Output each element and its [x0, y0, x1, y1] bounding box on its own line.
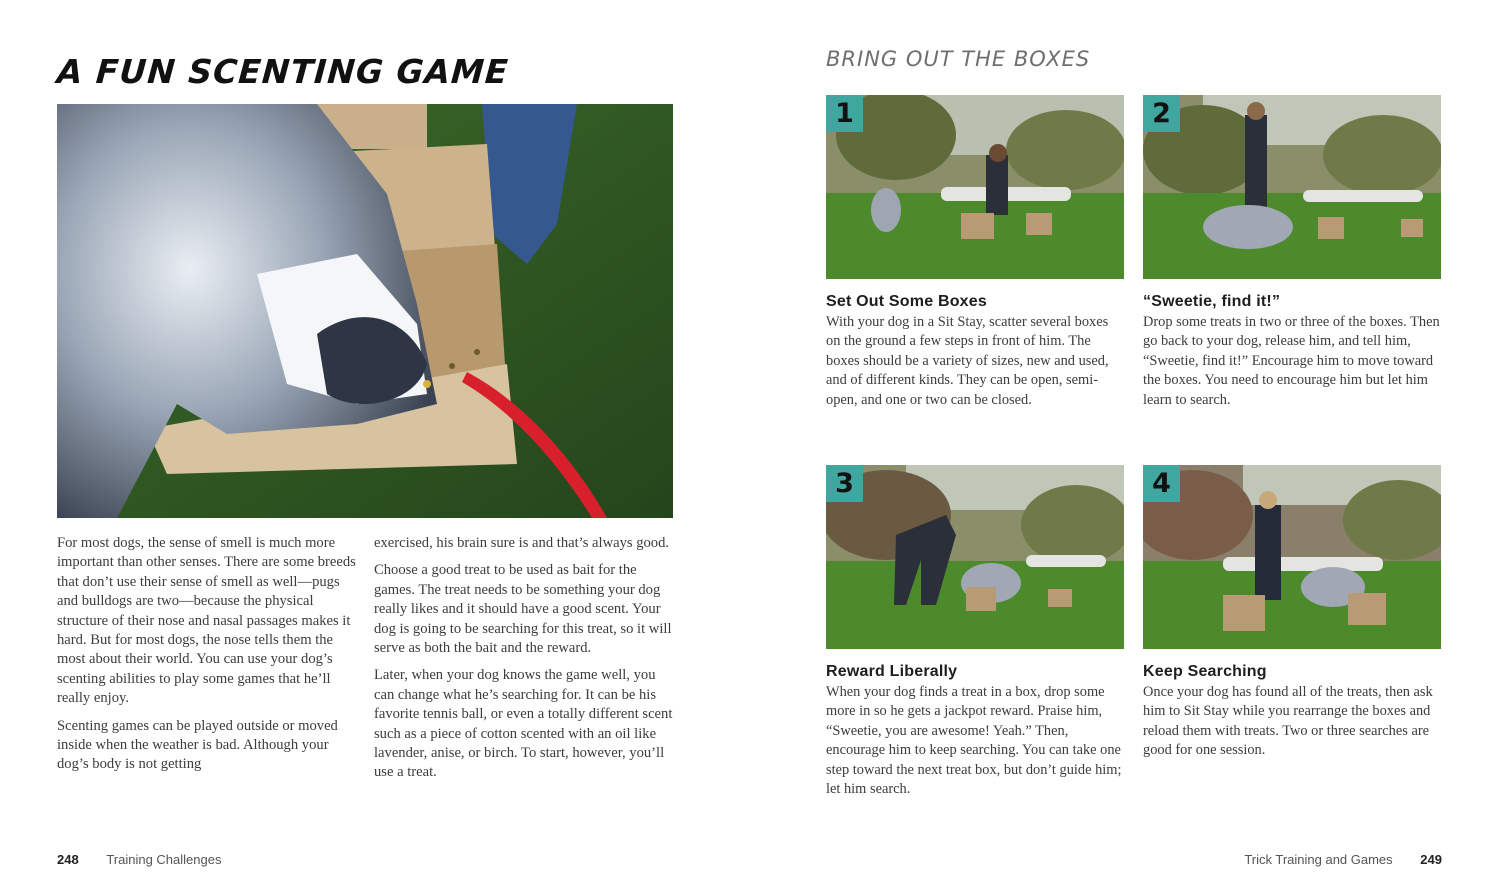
page-number: 249 [1420, 852, 1442, 867]
left-footer [57, 852, 221, 867]
step-2 [1143, 95, 1441, 410]
step-text: When your dog finds a treat in a box, drop some more in so he gets a jackpot reward. Praise him, “Sweetie, you are awesome! Yeah.” Then, encourage him to keep searching. You can take one step toward the next treat box, but don’t guide him; let him search. [826, 684, 1122, 798]
paragraph: Choose a good treat to be used as bait for the games. The treat needs to be something your dog really likes and it should have a good scent. Your dog is going to be searching for this treat, so it will serve as both the bait and the reward. [374, 562, 672, 657]
step-3 [826, 465, 1124, 799]
step-heading: “Sweetie, find it!” [1143, 293, 1281, 310]
photo-woman-rewarding-dog-icon [826, 465, 1124, 649]
photo-dog-searching-boxes-icon [1143, 465, 1441, 649]
photo-dog-sniffing-box-icon [57, 104, 673, 518]
step-heading: Reward Liberally [826, 663, 958, 680]
step-photo [826, 465, 1124, 649]
step-text: Drop some treats in two or three of the boxes. Then go back to your dog, release him, and tell him, “Sweetie, find it!” Encourage him to move toward the boxes. You need to encourage him but let him learn to search. [1143, 314, 1440, 408]
step-number-badge: 2 [1143, 95, 1180, 132]
step-number-badge: 4 [1143, 465, 1180, 502]
paragraph: Scenting games can be played outside or moved inside when the weather is bad. Although your dog’s body is not getting [57, 717, 338, 773]
hero-photo [57, 104, 673, 518]
step-text: Once your dog has found all of the treats, then ask him to Sit Stay while you rearrange the boxes and reload them with treats. Two or three searches are good for one session. [1143, 684, 1433, 759]
step-photo [826, 95, 1124, 279]
paragraph: exercised, his brain sure is and that’s always good. [374, 535, 670, 551]
step-photo [1143, 465, 1441, 649]
step-heading: Keep Searching [1143, 663, 1267, 680]
running-footer-section: Trick Training and Games [1244, 852, 1393, 867]
step-number-badge: 3 [826, 465, 863, 502]
photo-woman-placing-boxes-icon [826, 95, 1124, 279]
paragraph: Later, when your dog knows the game well, you can change what he’s searching for. It can be his favorite tennis ball, or even a totally different scent such as a piece of cotton scented with an oil like lavender, anise, or birch. To start, however, you’ll use a treat. [374, 667, 673, 781]
body-column-2 [374, 534, 676, 791]
step-number-badge: 1 [826, 95, 863, 132]
body-column-1 [57, 534, 359, 783]
page-title: A FUN SCENTING GAME [55, 52, 510, 91]
step-photo [1143, 95, 1441, 279]
step-1 [826, 95, 1124, 410]
running-footer-section: Training Challenges [106, 852, 222, 867]
step-text: With your dog in a Sit Stay, scatter several boxes on the ground a few steps in front of him. The boxes should be a variety of sizes, new and used, and of different kinds. They can be open, semi-open, and one or two can be closed. [826, 314, 1109, 408]
photo-woman-releasing-dog-icon [1143, 95, 1441, 279]
step-4 [1143, 465, 1441, 761]
section-title: BRING OUT THE BOXES [826, 47, 1091, 71]
right-footer [1236, 852, 1442, 867]
step-heading: Set Out Some Boxes [826, 293, 987, 310]
page-number: 248 [57, 852, 79, 867]
paragraph: For most dogs, the sense of smell is much more important than other senses. There are some breeds that don’t use their sense of smell as well—pugs and bulldogs are two—because the physical structure of their nose and nasal passages makes it hard. But for most dogs, the nose tells them the most about their world. You can use your dog’s scenting abilities to play some games that he’ll really enjoy. [57, 535, 356, 707]
